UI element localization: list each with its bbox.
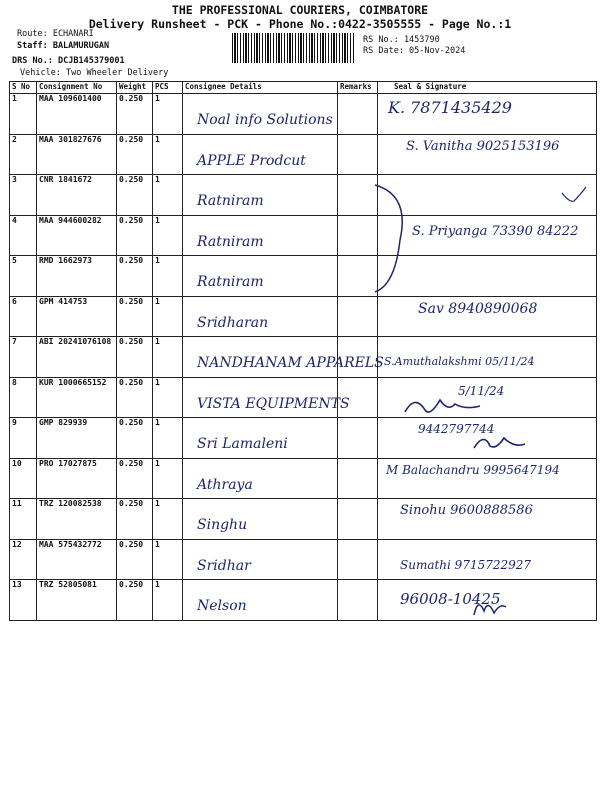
- row-remarks: [338, 458, 378, 499]
- signature-handwriting: Sumathi 9715722927: [400, 557, 532, 572]
- rs-date: RS Date: 05-Nov-2024: [363, 46, 466, 56]
- table-row: [10, 539, 597, 580]
- consignee-handwriting: Ratniram: [197, 274, 264, 290]
- row-sno: 12: [10, 539, 37, 580]
- row-pcs: 1: [153, 134, 183, 175]
- row-seal-signature: [378, 499, 597, 540]
- table-row: [10, 134, 597, 175]
- runsheet-table: [9, 81, 597, 621]
- row-remarks: [338, 418, 378, 459]
- row-consignee: [183, 175, 338, 216]
- col-consignment: Consignment No: [37, 82, 117, 94]
- table-header-row: [10, 82, 597, 94]
- row-sno: 5: [10, 256, 37, 297]
- signature-handwriting: 9442797744: [418, 422, 495, 436]
- row-consignment-no: GPM 414753: [37, 296, 117, 337]
- row-sno: 3: [10, 175, 37, 216]
- row-pcs: 1: [153, 215, 183, 256]
- row-consignee: [183, 337, 384, 378]
- runsheet-subtitle: Delivery Runsheet - PCK - Phone No.:0422-3505555 - Page No.:1: [88, 17, 512, 31]
- row-sno: 11: [10, 499, 37, 540]
- consignee-handwriting: NANDHANAM APPARELS: [197, 355, 384, 371]
- row-consignee: [183, 539, 338, 580]
- row-sno: 1: [10, 94, 37, 135]
- row-consignee: [183, 580, 338, 621]
- signature-handwriting: 5/11/24: [458, 383, 505, 398]
- signature-scribble-8: [400, 392, 500, 422]
- row-weight: 0.250: [117, 539, 153, 580]
- row-seal-signature: [378, 134, 597, 175]
- row-sno: 9: [10, 418, 37, 459]
- row-consignment-no: MAA 575432772: [37, 539, 117, 580]
- signature-handwriting: K. 7871435429: [388, 98, 512, 117]
- col-consignee: Consignee Details: [183, 82, 338, 94]
- table-row: [10, 377, 597, 418]
- row-weight: 0.250: [117, 377, 153, 418]
- consignee-handwriting: Sridharan: [197, 314, 269, 331]
- signature-handwriting: Sinohu 9600888586: [400, 503, 533, 518]
- row-weight: 0.250: [117, 256, 153, 297]
- row-consignee: [183, 418, 338, 459]
- row-consignment-no: PRO 17027875: [37, 458, 117, 499]
- consignee-handwriting: VISTA EQUIPMENTS: [197, 395, 350, 412]
- col-weight: Weight: [117, 82, 153, 94]
- signature-scribble-9: [470, 430, 530, 455]
- row-consignee: [183, 377, 350, 418]
- signature-scribble-13: [470, 595, 510, 620]
- signature-handwriting: S.Amuthalakshmi 05/11/24: [384, 355, 535, 368]
- row-consignee: [183, 215, 338, 256]
- row-seal-signature: [378, 539, 597, 580]
- col-sno: S No: [10, 82, 37, 94]
- row-pcs: 1: [153, 377, 183, 418]
- company-title: THE PROFESSIONAL COURIERS, COIMBATORE: [171, 3, 429, 17]
- row-pcs: 1: [153, 94, 183, 135]
- row-consignment-no: GMP 829939: [37, 418, 117, 459]
- table-row: [10, 296, 597, 337]
- row-seal-signature: [378, 94, 597, 135]
- row-remarks: [338, 499, 378, 540]
- consignee-handwriting: Nelson: [197, 598, 247, 614]
- row-pcs: 1: [153, 539, 183, 580]
- signature-handwriting: Sav 8940890068: [418, 300, 538, 317]
- row-weight: 0.250: [117, 580, 153, 621]
- row-consignee: [183, 94, 338, 135]
- bracket-scribble: [370, 180, 430, 300]
- consignee-handwriting: Sri Lamaleni: [197, 436, 288, 452]
- row-pcs: 1: [153, 418, 183, 459]
- row-consignee: [183, 458, 338, 499]
- row-pcs: 1: [153, 458, 183, 499]
- signature-handwriting: 96008-10425: [400, 590, 501, 608]
- row-weight: 0.250: [117, 134, 153, 175]
- table-row: [10, 458, 597, 499]
- check-mark: [560, 185, 590, 210]
- row-pcs: 1: [153, 175, 183, 216]
- table-row: [10, 337, 597, 378]
- row-weight: 0.250: [117, 215, 153, 256]
- table-row: [10, 499, 597, 540]
- row-consignment-no: ABI 20241076108: [37, 337, 117, 378]
- signature-handwriting: M Balachandru 9995647194: [386, 462, 560, 477]
- drs-label: DRS No.: DCJB145379001: [12, 56, 125, 66]
- row-sno: 7: [10, 337, 37, 378]
- row-sno: 2: [10, 134, 37, 175]
- row-sno: 4: [10, 215, 37, 256]
- row-consignment-no: CNR 1841672: [37, 175, 117, 216]
- row-weight: 0.250: [117, 296, 153, 337]
- row-consignee: [183, 296, 338, 337]
- row-weight: 0.250: [117, 499, 153, 540]
- rs-number: RS No.: 1453790: [363, 35, 440, 45]
- table-row: [10, 175, 597, 216]
- consignee-handwriting: Ratniram: [197, 233, 264, 250]
- row-remarks: [338, 94, 378, 135]
- row-pcs: 1: [153, 256, 183, 297]
- row-weight: 0.250: [117, 418, 153, 459]
- col-remarks: Remarks: [338, 82, 378, 94]
- row-consignee: [183, 256, 338, 297]
- table-row: [10, 256, 597, 297]
- row-weight: 0.250: [117, 458, 153, 499]
- row-weight: 0.250: [117, 337, 153, 378]
- row-seal-signature: [378, 296, 597, 337]
- col-seal: Seal & Signature: [378, 82, 597, 94]
- row-consignment-no: TRZ 120082538: [37, 499, 117, 540]
- consignee-handwriting: Singhu: [197, 517, 248, 533]
- row-pcs: 1: [153, 499, 183, 540]
- row-pcs: 1: [153, 337, 183, 378]
- row-consignment-no: KUR 1000665152: [37, 377, 117, 418]
- row-remarks: [338, 296, 378, 337]
- row-pcs: 1: [153, 580, 183, 621]
- row-sno: 8: [10, 377, 37, 418]
- row-sno: 13: [10, 580, 37, 621]
- barcode: [232, 33, 354, 63]
- consignee-handwriting: Noal info Solutions: [197, 112, 333, 128]
- row-weight: 0.250: [117, 94, 153, 135]
- row-consignee: [183, 499, 338, 540]
- row-seal-signature: [378, 458, 597, 499]
- consignee-handwriting: APPLE Prodcut: [197, 152, 306, 169]
- route-label: Route: ECHANARI: [17, 29, 94, 39]
- col-pcs: PCS: [153, 82, 183, 94]
- row-remarks: [338, 580, 378, 621]
- row-consignment-no: MAA 301827676: [37, 134, 117, 175]
- row-consignment-no: MAA 109601400: [37, 94, 117, 135]
- row-remarks: [338, 539, 378, 580]
- table-row: [10, 215, 597, 256]
- row-sno: 6: [10, 296, 37, 337]
- vehicle-label: Vehicle: Two Wheeler Delivery: [20, 68, 169, 78]
- row-pcs: 1: [153, 296, 183, 337]
- staff-label: Staff: BALAMURUGAN: [17, 41, 110, 51]
- consignee-handwriting: Sridhar: [197, 557, 251, 574]
- row-consignment-no: TRZ 52805081: [37, 580, 117, 621]
- row-seal-signature: [378, 337, 597, 378]
- consignee-handwriting: Ratniram: [197, 193, 264, 209]
- table-row: [10, 94, 597, 135]
- row-remarks: [338, 134, 378, 175]
- row-consignment-no: MAA 944600282: [37, 215, 117, 256]
- row-consignee: [183, 134, 338, 175]
- consignee-handwriting: Athraya: [197, 476, 253, 493]
- signature-handwriting: S. Priyanga 73390 84222: [412, 223, 579, 239]
- row-weight: 0.250: [117, 175, 153, 216]
- row-sno: 10: [10, 458, 37, 499]
- signature-handwriting: S. Vanitha 9025153196: [406, 138, 560, 154]
- row-consignment-no: RMD 1662973: [37, 256, 117, 297]
